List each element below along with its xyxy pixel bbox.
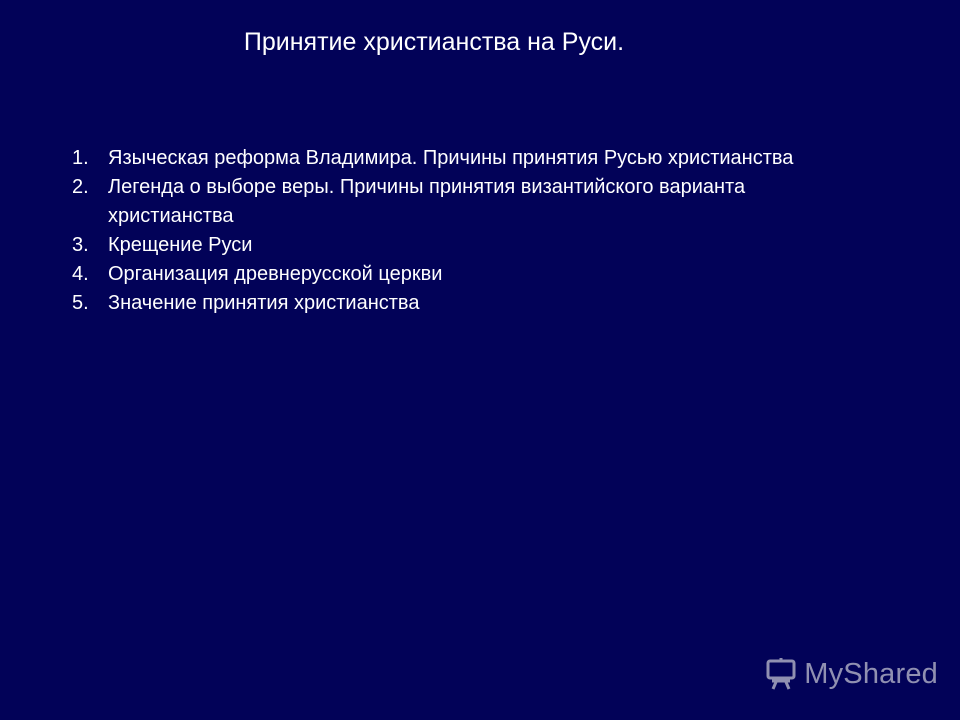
slide-title: Принятие христианства на Руси.: [243, 28, 625, 56]
topic-number: 2.: [72, 176, 89, 198]
topic-number: 1.: [72, 147, 89, 169]
watermark-text: MyShared: [804, 658, 938, 690]
presentation-board-icon: [764, 658, 800, 690]
topic-item: [72, 144, 832, 173]
topic-item: [72, 289, 832, 318]
myshared-watermark: [764, 658, 938, 690]
topic-item: [72, 231, 832, 260]
topic-number: 4.: [72, 263, 89, 285]
topic-list: [72, 144, 832, 318]
topic-number: 3.: [72, 234, 89, 256]
topic-text: Значение принятия христианства: [108, 292, 420, 314]
topic-text: Легенда о выборе веры. Причины принятия византийского варианта христианства: [108, 176, 746, 227]
topic-text: Языческая реформа Владимира. Причины принятия Русью христианства: [108, 147, 794, 169]
topic-item: [72, 260, 832, 289]
topic-text: Организация древнерусской церкви: [108, 263, 443, 285]
topic-text: Крещение Руси: [108, 234, 253, 256]
topic-number: 5.: [72, 292, 89, 314]
topic-item: [72, 173, 832, 231]
